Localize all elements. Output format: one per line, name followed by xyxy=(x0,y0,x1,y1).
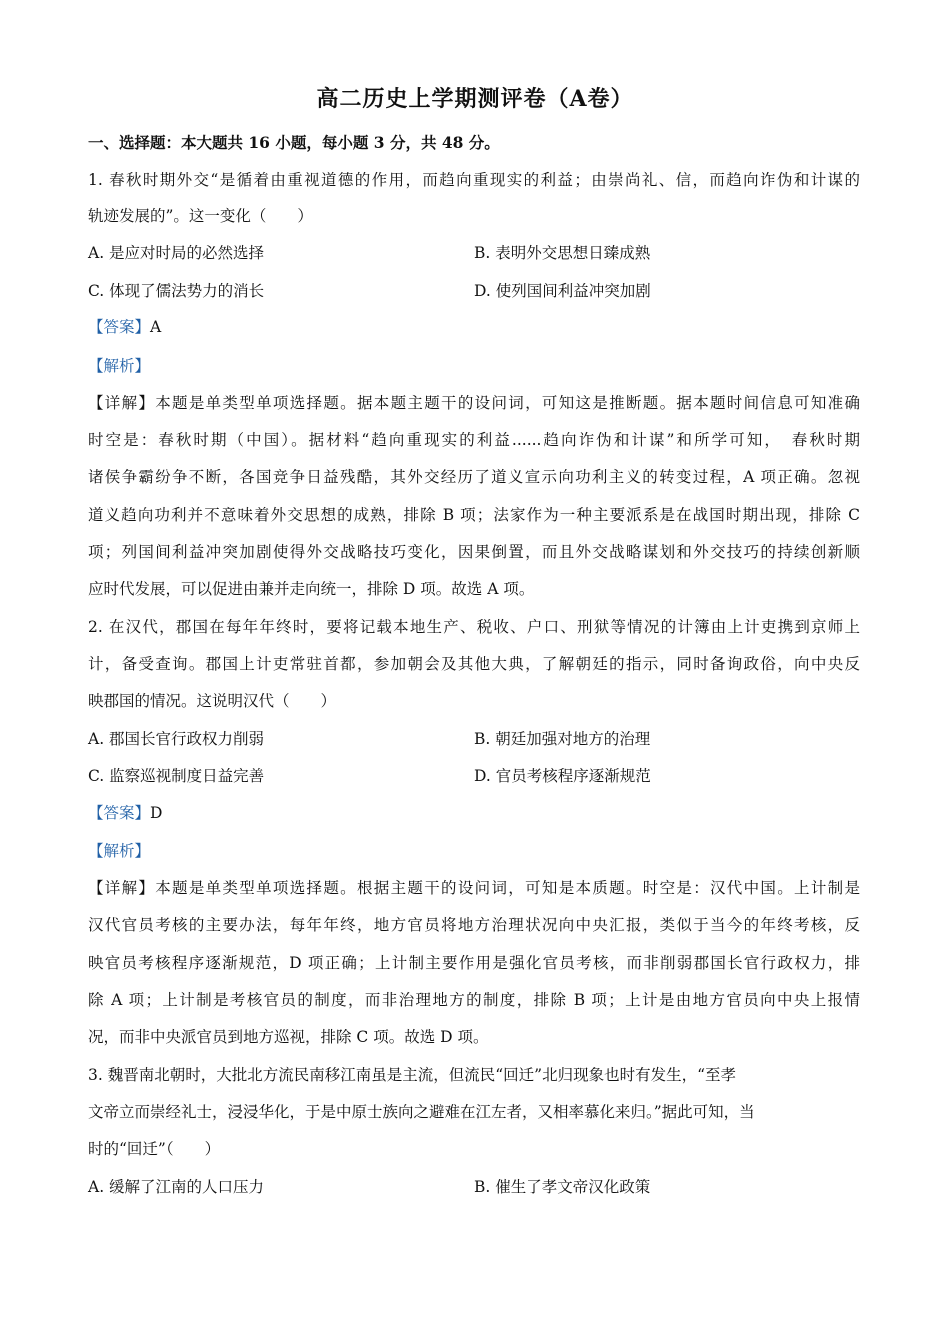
answer-value: D xyxy=(150,804,163,822)
q3-option-a: A. 缓解了江南的人口压力 xyxy=(88,1178,265,1196)
q1-option-d: D. 使列国间利益冲突加剧 xyxy=(474,282,651,300)
q3-stem-line-2: 文帝立而崇经礼士，浸浸华化，于是中原士族向之避难在江左者，又相率慕化来归。”据此可知，当 xyxy=(88,1103,755,1121)
q2-stem-line-1: 2. 在汉代，郡国在每年年终时，要将记载本地生产、税收、户口、刑狱等情况的计簿由上计吏携到京师上 xyxy=(88,618,860,636)
q1-analysis-tag: 【解析】 xyxy=(88,357,151,375)
q2-detail-line-4: 除 A 项；上计制是考核官员的制度，而非治理地方的制度，排除 B 项；上计是由地方官员向中央上报情 xyxy=(88,991,860,1009)
answer-value: A xyxy=(150,318,162,336)
q2-option-a: A. 郡国长官行政权力削弱 xyxy=(88,730,265,748)
q1-option-b: B. 表明外交思想日臻成熟 xyxy=(474,244,651,262)
q2-detail-line-5: 况，而非中央派官员到地方巡视，排除 C 项。故选 D 项。 xyxy=(88,1028,489,1046)
q2-analysis-tag: 【解析】 xyxy=(88,842,151,860)
q2-option-c: C. 监察巡视制度日益完善 xyxy=(88,767,265,785)
q2-detail-line-3: 映官员考核程序逐渐规范，D 项正确；上计制主要作用是强化官员考核，而非削弱郡国长官行政权力，排 xyxy=(88,954,860,972)
q1-stem-line-1: 1. 春秋时期外交“是循着由重视道德的作用，而趋向重现实的利益；由崇尚礼、信，而趋向诈伪和计谋的 xyxy=(88,171,860,189)
q1-detail-line-6: 应时代发展，可以促进由兼并走向统一，排除 D 项。故选 A 项。 xyxy=(88,580,535,598)
q3-option-b: B. 催生了孝文帝汉化政策 xyxy=(474,1178,651,1196)
q1-stem-line-2: 轨迹发展的”。这一变化（ ） xyxy=(88,207,313,225)
q3-stem-line-3: 时的“回迁”（ ） xyxy=(88,1140,221,1158)
q3-stem-line-1: 3. 魏晋南北朝时，大批北方流民南移江南虽是主流，但流民“回迁”北归现象也时有发生，“至孝 xyxy=(88,1066,736,1084)
q2-stem-line-2: 计，备受查询。郡国上计吏常驻首都，参加朝会及其他大典，了解朝廷的指示，同时备询政俗，向中央反 xyxy=(88,655,860,673)
q1-answer xyxy=(88,316,161,338)
q1-detail-line-2: 时空是：春秋时期（中国）。据材料“趋向重现实的利益......趋向诈伪和计谋”和所学可知， 春秋时期 xyxy=(88,431,860,449)
section-heading: 一、选择题：本大题共 16 小题，每小题 3 分，共 48 分。 xyxy=(88,133,500,152)
q1-detail-line-3: 诸侯争霸纷争不断，各国竞争日益残酷，其外交经历了道义宣示向功利主义的转变过程，A 项正确。忽视 xyxy=(88,468,860,486)
q2-answer xyxy=(88,802,162,824)
q2-detail-line-2: 汉代官员考核的主要办法，每年年终，地方官员将地方治理状况向中央汇报，类似于当今的年终考核，反 xyxy=(88,916,860,934)
answer-tag: 【答案】 xyxy=(88,318,151,336)
q1-detail-line-4: 道义趋向功利并不意味着外交思想的成熟，排除 B 项；法家作为一种主要派系是在战国时期出现，排除 C xyxy=(88,506,860,524)
q2-stem-line-3: 映郡国的情况。这说明汉代（ ） xyxy=(88,692,337,710)
q2-option-b: B. 朝廷加强对地方的治理 xyxy=(474,730,651,748)
q1-option-c: C. 体现了儒法势力的消长 xyxy=(88,282,265,300)
q1-option-a: A. 是应对时局的必然选择 xyxy=(88,244,265,262)
q1-detail-line-1: 【详解】本题是单类型单项选择题。据本题主题干的设问词，可知这是推断题。据本题时间信息可知准确 xyxy=(88,394,860,412)
answer-tag: 【答案】 xyxy=(88,804,151,822)
page-title: 高二历史上学期测评卷（A卷） xyxy=(316,86,634,112)
q1-detail-line-5: 项；列国间利益冲突加剧使得外交战略技巧变化，因果倒置，而且外交战略谋划和外交技巧的持续创新顺 xyxy=(88,543,860,561)
q2-option-d: D. 官员考核程序逐渐规范 xyxy=(474,767,651,785)
q2-detail-line-1: 【详解】本题是单类型单项选择题。根据主题干的设问词，可知是本质题。时空是：汉代中国。上计制是 xyxy=(88,879,860,897)
